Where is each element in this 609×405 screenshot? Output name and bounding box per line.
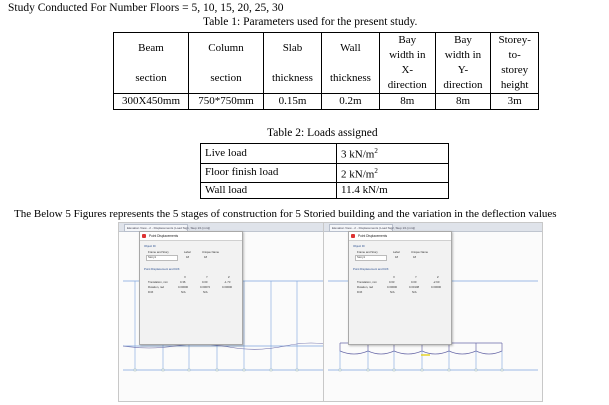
figures-description: The Below 5 Figures represents the 5 stages of construction for 5 Storied building and the variation in the deflection values <box>14 208 557 220</box>
field-label-story: Frame and Story <box>148 250 169 254</box>
story-value: Story1 <box>148 255 157 259</box>
val-ry: 0.00072 <box>200 285 211 289</box>
col-x: X <box>393 275 395 279</box>
header-storey-height: Storey- to- storey height <box>491 33 539 94</box>
val-dy: N/A <box>203 290 208 294</box>
parameters-table <box>113 32 539 110</box>
col-y: Y <box>415 275 417 279</box>
displacement-group: Point Displacement and Drift <box>144 267 180 271</box>
cell-bay-y: 8m <box>435 94 491 110</box>
wall-load-label: Wall load <box>201 183 337 199</box>
cell-wall: 0.2m <box>321 94 379 110</box>
table-row <box>114 94 539 110</box>
story-value: Story1 <box>357 255 366 259</box>
cell-storey-height: 3m <box>491 94 539 110</box>
cell-slab: 0.15m <box>264 94 322 110</box>
header-bay-y: Bay width in Y- direction <box>435 33 491 94</box>
val-dx: N/A <box>390 290 395 294</box>
live-load-label: Live load <box>201 144 337 164</box>
val-tx: 0.36 <box>180 280 186 284</box>
label-value: 18 <box>186 255 190 259</box>
point-displacements-dialog <box>139 231 243 345</box>
header-wall-thickness: Wall thickness <box>321 33 379 94</box>
val-rz: 0.00000 <box>222 285 233 289</box>
val-ry: 0.00108 <box>409 285 420 289</box>
unique-value: 18 <box>413 255 417 259</box>
cell-bay-x: 8m <box>379 94 435 110</box>
val-tz: -2.60 <box>433 280 440 284</box>
app-icon <box>351 234 355 238</box>
object-id-group: Object ID <box>144 244 156 248</box>
table-row <box>201 144 449 164</box>
dialog-title: Point Displacements <box>140 232 242 241</box>
field-label-label: Label <box>393 250 400 254</box>
floor-finish-label: Floor finish load <box>201 163 337 183</box>
floor-finish-value: 2 $kN/m^2$ <box>337 163 449 183</box>
val-rz: 0.00000 <box>431 285 442 289</box>
displacement-group: Point Displacement and Drift <box>353 267 389 271</box>
row-translation: Translation, mm <box>148 280 168 284</box>
label-value: 18 <box>395 255 399 259</box>
val-tx: 0.63 <box>389 280 395 284</box>
field-label-unique: Unique Name <box>411 250 429 254</box>
field-label-label: Label <box>184 250 191 254</box>
object-id-group: Object ID <box>353 244 365 248</box>
val-dy: N/A <box>412 290 417 294</box>
table-row <box>201 163 449 183</box>
intro-text: Study Conducted For Number Floors = 5, 10, 15, 20, 25, 30 <box>8 2 284 14</box>
val-tz: -1.73 <box>224 280 231 284</box>
app-icon <box>142 234 146 238</box>
val-rx: 0.00000 <box>178 285 189 289</box>
loads-table <box>200 143 449 199</box>
row-drift: Drift <box>357 290 363 294</box>
col-x: X <box>184 275 186 279</box>
row-drift: Drift <box>148 290 154 294</box>
row-rotation: Rotation, rad <box>148 285 165 289</box>
dialog-title: Point Displacements <box>349 232 451 241</box>
view-tab[interactable]: Elevation View - 2 - Displacements (Load Stg1, Step 1/1 [mm]) <box>124 224 188 232</box>
etabs-screenshot-1 <box>118 222 338 402</box>
col-z: Z <box>437 275 439 279</box>
header-bay-x: Bay width in X- direction <box>379 33 435 94</box>
col-z: Z <box>228 275 230 279</box>
table-row <box>201 183 449 199</box>
table-header-row <box>114 33 539 94</box>
row-rotation: Rotation, rad <box>357 285 374 289</box>
header-beam-section: Beam section <box>114 33 189 94</box>
field-label-unique: Unique Name <box>202 250 220 254</box>
col-y: Y <box>206 275 208 279</box>
table1-caption: Table 1: Parameters used for the present study. <box>203 16 418 28</box>
unique-value: 18 <box>204 255 208 259</box>
view-tab[interactable]: Elevation View - 2 - Displacements (Load Stg2, Step 1/1 [mm]) <box>329 224 393 232</box>
header-slab-thickness: Slab thickness <box>264 33 322 94</box>
point-displacements-dialog <box>348 231 452 345</box>
val-dx: N/A <box>181 290 186 294</box>
cell-column: 750*750mm <box>189 94 264 110</box>
row-translation: Translation, mm <box>357 280 377 284</box>
cell-beam: 300X450mm <box>114 94 189 110</box>
val-rx: 0.00000 <box>387 285 398 289</box>
header-column-section: Column section <box>189 33 264 94</box>
table2-caption: Table 2: Loads assigned <box>267 127 378 139</box>
live-load-value: 3 $kN/m^2$ <box>337 144 449 164</box>
val-ty: 0.00 <box>202 280 208 284</box>
field-label-story: Frame and Story <box>357 250 378 254</box>
etabs-screenshot-2 <box>323 222 543 402</box>
val-ty: 0.00 <box>411 280 417 284</box>
wall-load-value: 11.4 kN/m <box>337 183 449 199</box>
